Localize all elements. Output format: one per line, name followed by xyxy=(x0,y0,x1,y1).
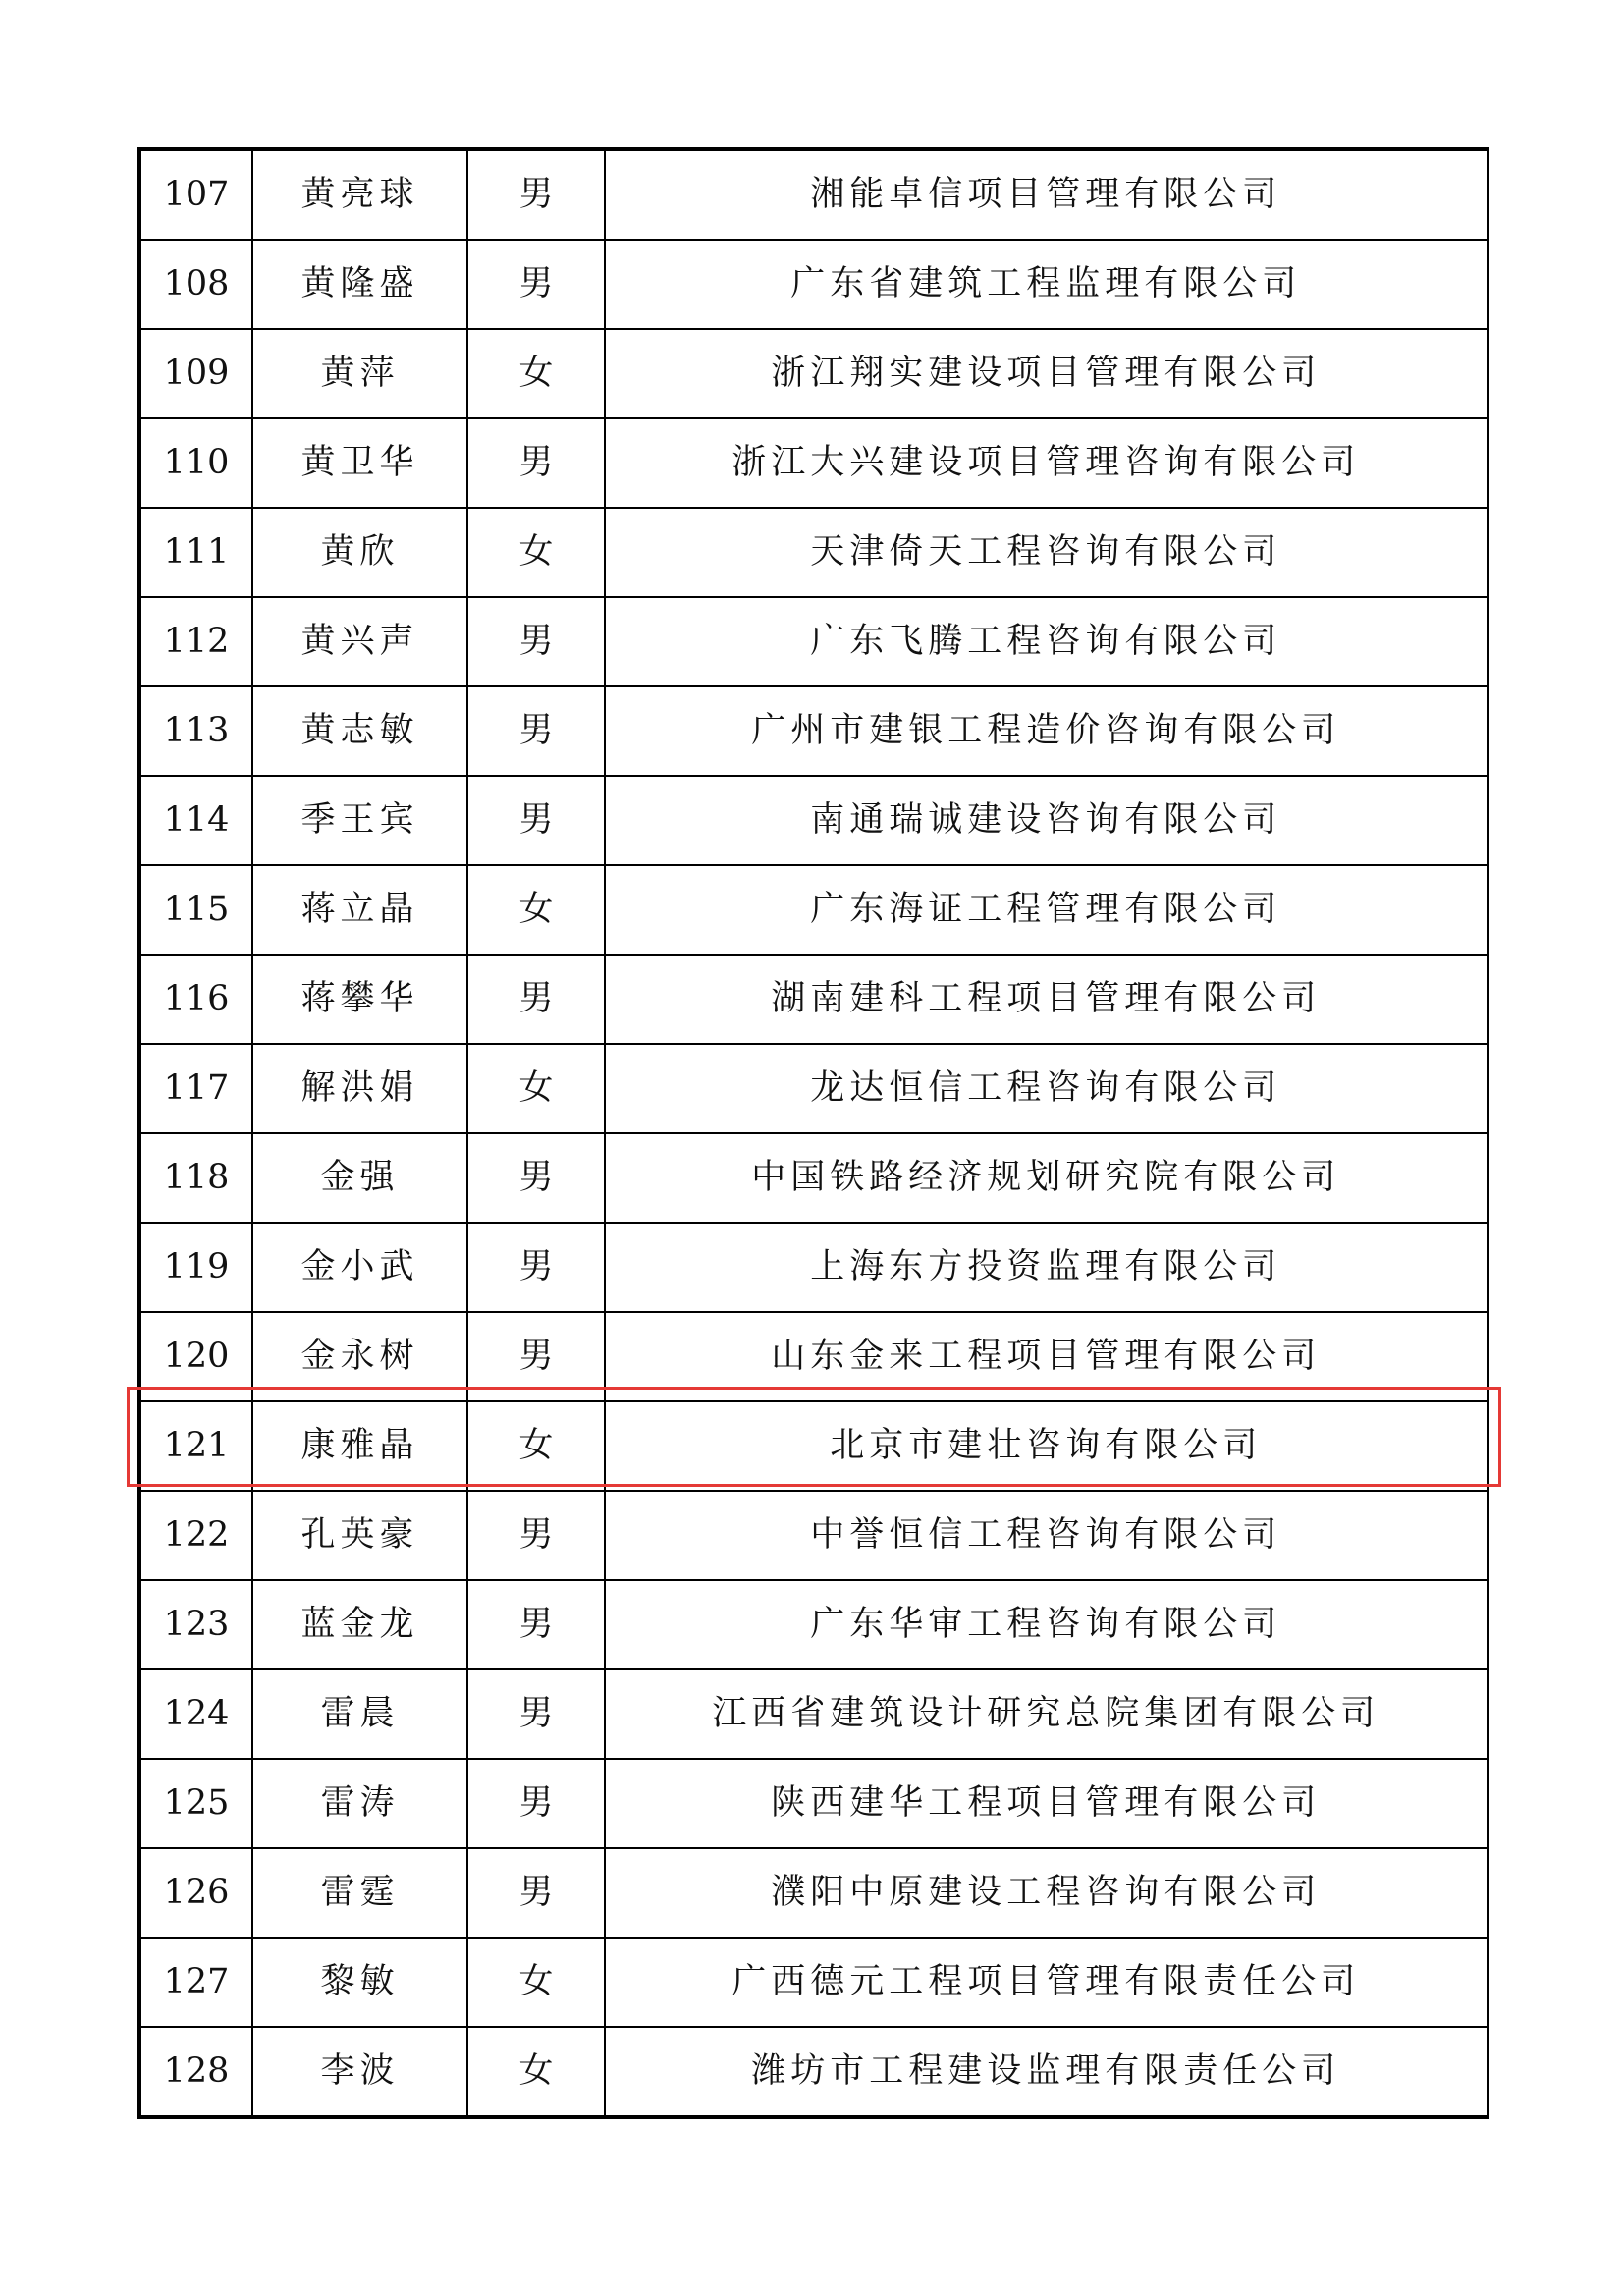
company-name: 广州市建银工程造价咨询有限公司 xyxy=(605,686,1488,776)
row-number: 112 xyxy=(139,597,252,686)
person-name: 蒋立晶 xyxy=(252,865,467,955)
person-name: 黄兴声 xyxy=(252,597,467,686)
gender-cell: 女 xyxy=(467,1044,605,1133)
gender-cell: 女 xyxy=(467,329,605,418)
table-row xyxy=(139,1669,1488,1759)
row-number: 120 xyxy=(139,1312,252,1401)
person-name: 雷霆 xyxy=(252,1848,467,1938)
row-number: 117 xyxy=(139,1044,252,1133)
company-name: 潍坊市工程建设监理有限责任公司 xyxy=(605,2027,1488,2117)
person-name: 解洪娟 xyxy=(252,1044,467,1133)
gender-cell: 男 xyxy=(467,1312,605,1401)
company-name: 山东金来工程项目管理有限公司 xyxy=(605,1312,1488,1401)
gender-cell: 男 xyxy=(467,418,605,508)
gender-cell: 男 xyxy=(467,776,605,865)
person-name: 李波 xyxy=(252,2027,467,2117)
person-name: 金小武 xyxy=(252,1223,467,1312)
person-name: 康雅晶 xyxy=(252,1401,467,1491)
row-number: 109 xyxy=(139,329,252,418)
company-name: 湖南建科工程项目管理有限公司 xyxy=(605,955,1488,1044)
table-row xyxy=(139,149,1488,240)
company-name: 中誉恒信工程咨询有限公司 xyxy=(605,1491,1488,1580)
table-row xyxy=(139,1759,1488,1848)
company-name: 湘能卓信项目管理有限公司 xyxy=(605,149,1488,240)
table-row xyxy=(139,508,1488,597)
company-name: 陕西建华工程项目管理有限公司 xyxy=(605,1759,1488,1848)
person-name: 黄志敏 xyxy=(252,686,467,776)
table-row xyxy=(139,1401,1488,1491)
table-row xyxy=(139,2027,1488,2117)
row-number: 110 xyxy=(139,418,252,508)
person-name: 黄萍 xyxy=(252,329,467,418)
company-name: 中国铁路经济规划研究院有限公司 xyxy=(605,1133,1488,1223)
company-name: 江西省建筑设计研究总院集团有限公司 xyxy=(605,1669,1488,1759)
row-number: 128 xyxy=(139,2027,252,2117)
person-name: 蒋攀华 xyxy=(252,955,467,1044)
person-name: 黄卫华 xyxy=(252,418,467,508)
gender-cell: 男 xyxy=(467,1491,605,1580)
gender-cell: 男 xyxy=(467,1759,605,1848)
gender-cell: 男 xyxy=(467,686,605,776)
person-name: 金强 xyxy=(252,1133,467,1223)
company-name: 广东华审工程咨询有限公司 xyxy=(605,1580,1488,1669)
table-row xyxy=(139,597,1488,686)
company-name: 广西德元工程项目管理有限责任公司 xyxy=(605,1938,1488,2027)
row-number: 111 xyxy=(139,508,252,597)
gender-cell: 男 xyxy=(467,1223,605,1312)
gender-cell: 男 xyxy=(467,240,605,329)
table-row xyxy=(139,1491,1488,1580)
gender-cell: 男 xyxy=(467,1848,605,1938)
table-row xyxy=(139,1580,1488,1669)
gender-cell: 男 xyxy=(467,597,605,686)
row-number: 115 xyxy=(139,865,252,955)
gender-cell: 男 xyxy=(467,1580,605,1669)
table-row xyxy=(139,776,1488,865)
row-number: 116 xyxy=(139,955,252,1044)
gender-cell: 男 xyxy=(467,1133,605,1223)
table-row xyxy=(139,1044,1488,1133)
row-number: 118 xyxy=(139,1133,252,1223)
row-number: 113 xyxy=(139,686,252,776)
company-name: 广东飞腾工程咨询有限公司 xyxy=(605,597,1488,686)
company-name: 北京市建壮咨询有限公司 xyxy=(605,1401,1488,1491)
table-row xyxy=(139,1848,1488,1938)
row-number: 126 xyxy=(139,1848,252,1938)
table-row xyxy=(139,240,1488,329)
table-row xyxy=(139,1312,1488,1401)
row-number: 125 xyxy=(139,1759,252,1848)
person-name: 孔英豪 xyxy=(252,1491,467,1580)
company-name: 龙达恒信工程咨询有限公司 xyxy=(605,1044,1488,1133)
table-row xyxy=(139,329,1488,418)
company-name: 浙江大兴建设项目管理咨询有限公司 xyxy=(605,418,1488,508)
roster-table xyxy=(137,147,1489,2119)
company-name: 南通瑞诚建设咨询有限公司 xyxy=(605,776,1488,865)
roster-body xyxy=(139,149,1488,2117)
person-name: 蓝金龙 xyxy=(252,1580,467,1669)
person-name: 雷晨 xyxy=(252,1669,467,1759)
company-name: 上海东方投资监理有限公司 xyxy=(605,1223,1488,1312)
row-number: 123 xyxy=(139,1580,252,1669)
table-row xyxy=(139,955,1488,1044)
company-name: 广东省建筑工程监理有限公司 xyxy=(605,240,1488,329)
row-number: 119 xyxy=(139,1223,252,1312)
table-row xyxy=(139,418,1488,508)
row-number: 121 xyxy=(139,1401,252,1491)
gender-cell: 男 xyxy=(467,1669,605,1759)
table-row xyxy=(139,1133,1488,1223)
gender-cell: 女 xyxy=(467,1938,605,2027)
gender-cell: 女 xyxy=(467,508,605,597)
person-name: 黄欣 xyxy=(252,508,467,597)
company-name: 浙江翔实建设项目管理有限公司 xyxy=(605,329,1488,418)
company-name: 天津倚天工程咨询有限公司 xyxy=(605,508,1488,597)
person-name: 季王宾 xyxy=(252,776,467,865)
gender-cell: 女 xyxy=(467,865,605,955)
table-row xyxy=(139,1938,1488,2027)
row-number: 108 xyxy=(139,240,252,329)
gender-cell: 女 xyxy=(467,1401,605,1491)
table-row xyxy=(139,686,1488,776)
person-name: 雷涛 xyxy=(252,1759,467,1848)
company-name: 广东海证工程管理有限公司 xyxy=(605,865,1488,955)
row-number: 124 xyxy=(139,1669,252,1759)
person-name: 金永树 xyxy=(252,1312,467,1401)
person-name: 黄隆盛 xyxy=(252,240,467,329)
person-name: 黎敏 xyxy=(252,1938,467,2027)
gender-cell: 男 xyxy=(467,955,605,1044)
row-number: 107 xyxy=(139,149,252,240)
row-number: 127 xyxy=(139,1938,252,2027)
row-number: 114 xyxy=(139,776,252,865)
table-row xyxy=(139,1223,1488,1312)
gender-cell: 男 xyxy=(467,149,605,240)
gender-cell: 女 xyxy=(467,2027,605,2117)
company-name: 濮阳中原建设工程咨询有限公司 xyxy=(605,1848,1488,1938)
person-name: 黄亮球 xyxy=(252,149,467,240)
row-number: 122 xyxy=(139,1491,252,1580)
table-row xyxy=(139,865,1488,955)
